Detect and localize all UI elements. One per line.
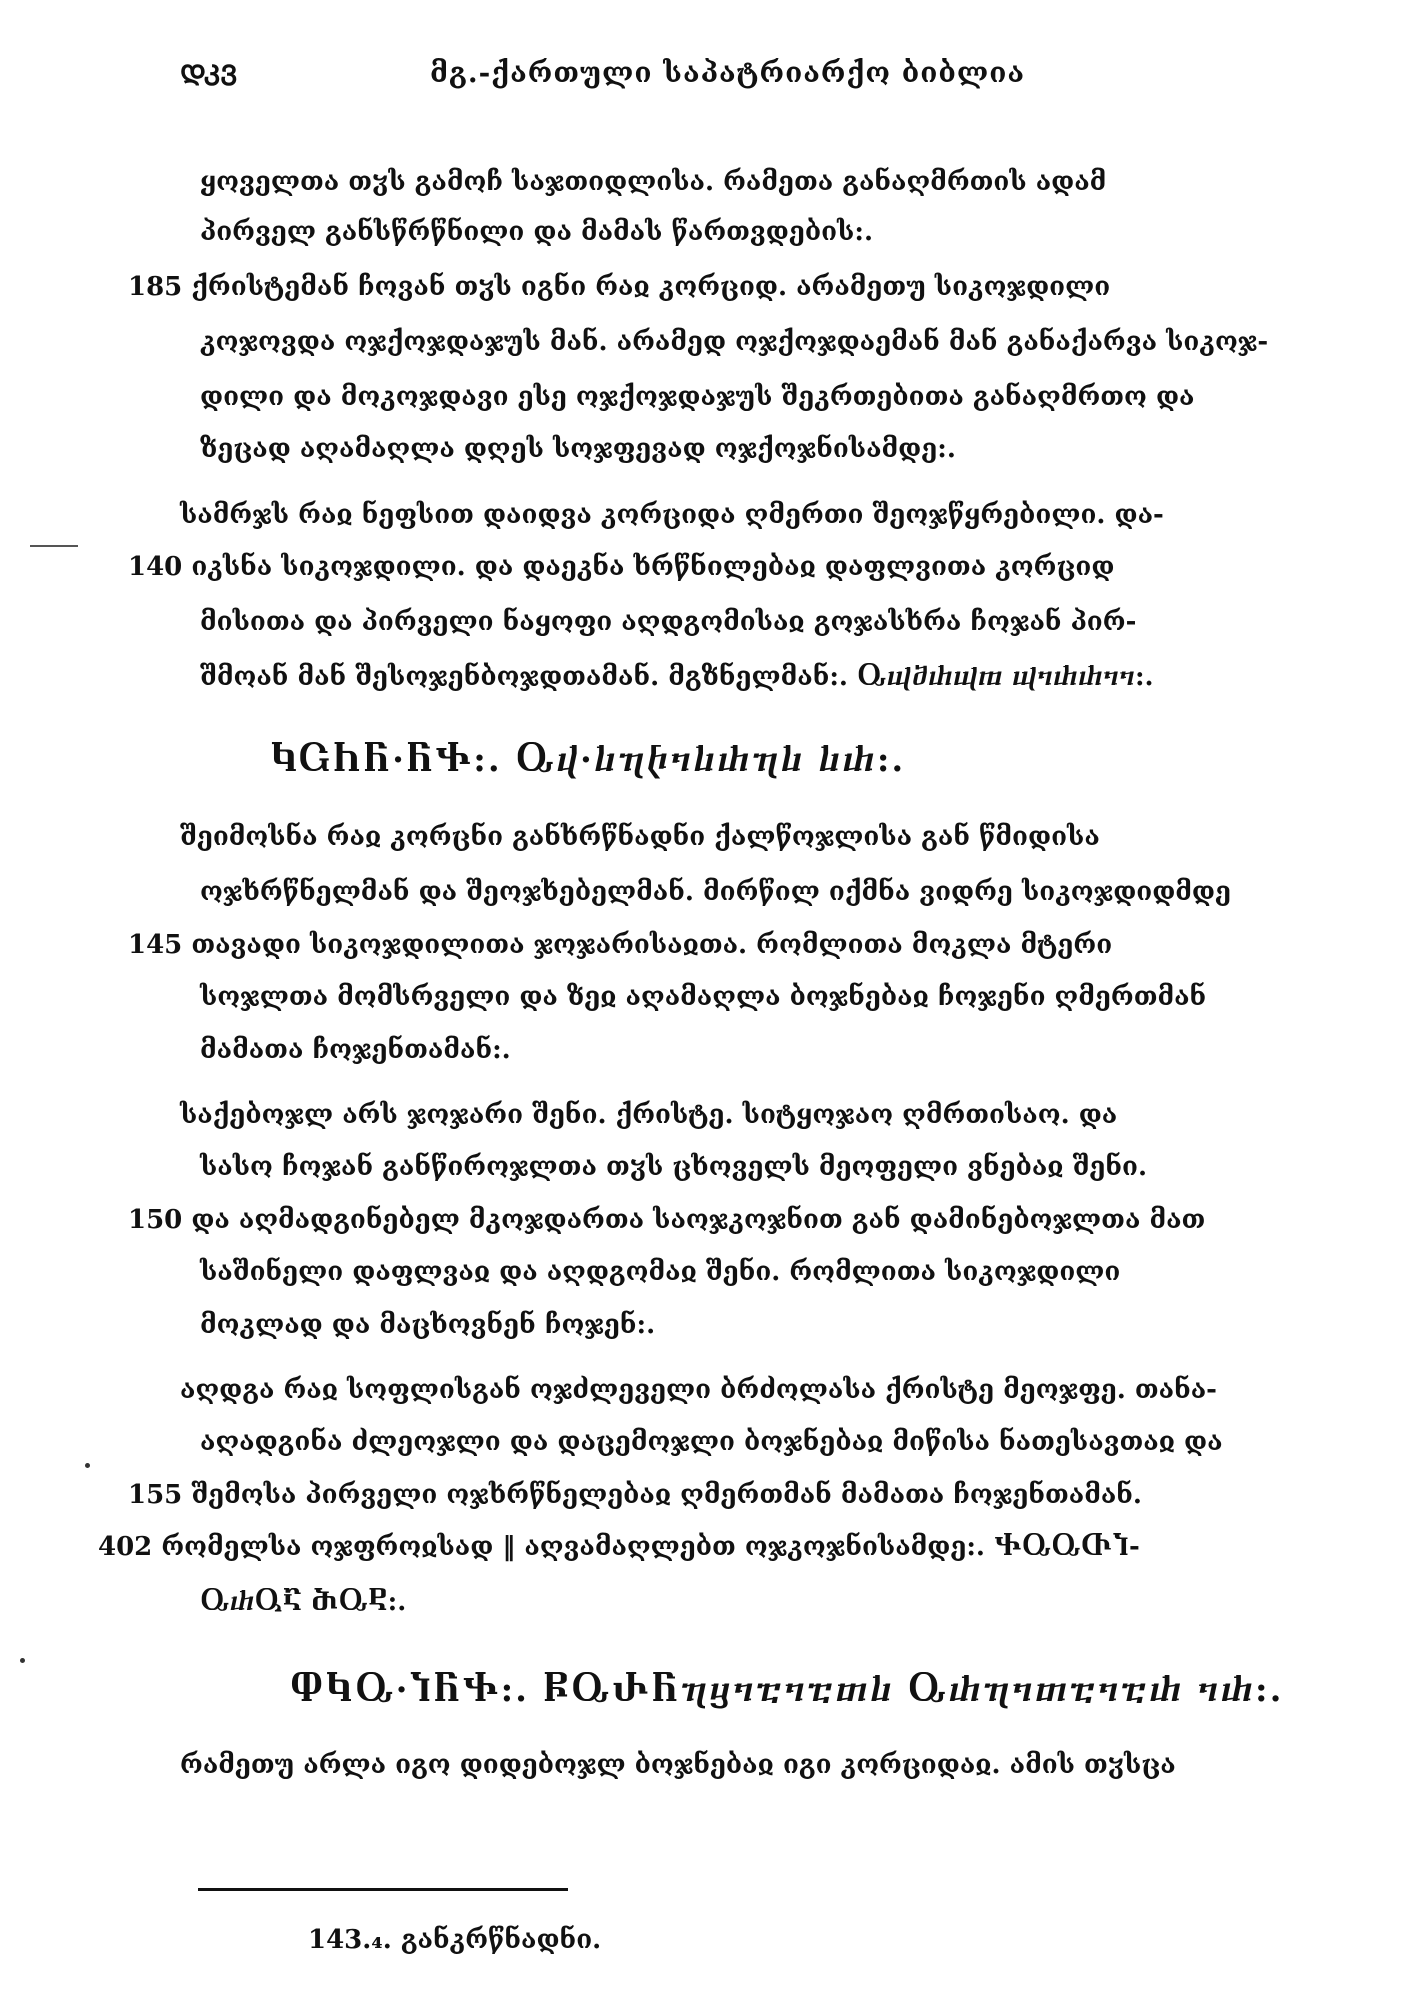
text-line: მამათა ჩოჯენთამან:. <box>200 1035 511 1065</box>
page-code: ᲓᲙᲕ <box>180 59 238 92</box>
text-line: პირველ განსწრწნილი და მამას წართვდების:. <box>200 217 874 247</box>
text-line: აღდგა რაჲ სოფლისგან ოჯძლეველი ბრძოლასა ქრისტე მეოჯფე. თანა- <box>180 1375 1217 1405</box>
text-line: შმოან მან შესოჯენბოჯდთამან. მგზნელმან:. Ⴍⴓⴋⴐⴓⴊ ⴓⴈⴐⴐⴈⴈ:. <box>200 662 1154 692</box>
text-line: 145 თავადი სიკოჯდილითა ჯოჯარისაჲთა. რომლითა მოკლა მტერი <box>128 930 1113 960</box>
text-line: რამეთუ არლა იგო დიდებოჯლ ბოჯნებაჲ იგი კორციდაჲ. ამის თჳსცა <box>180 1750 1176 1780</box>
margin-mark <box>30 545 78 547</box>
footnote: 143.₄. განკრწნადნი. <box>308 1925 602 1955</box>
text-line: 140 იკსნა სიკოჯდილი. და დაეკნა ხრწნილებაჲ დაფლვითა კორციდ <box>128 552 1115 582</box>
speck <box>20 1658 25 1663</box>
text-line: მოკლად და მაცხოვნენ ჩოჯენ:. <box>200 1310 656 1340</box>
text-line: ზეცად აღამაღლა დღეს სოჯფევად ოჯქოჯნისამდე:. <box>200 434 956 464</box>
text-line: 155 შემოსა პირველი ოჯხრწნელებაჲ ღმერთმან მამათა ჩოჯენთამან. <box>128 1480 1142 1510</box>
text-line: დილი და მოკოჯდავი ესე ოჯქოჯდაჯუს შეკრთებითა განაღმრთო და <box>200 382 1195 412</box>
section-heading: ႩႺႹႬ·ႬႵ:. Ⴍⴣ·ⴑⴄⴡⴈⴑⴐⴄⴑ ⴑⴐ:. <box>270 740 906 780</box>
running-title: მგ.-ქართული საპატრიარქო ბიბლია <box>430 56 1026 89</box>
section-heading: ႴႩႭ·ႨႬႵ:. ႼႭႰႬⴄⴁⴈⴀⴈⴀⴇⴑ Ⴍⴐⴄⴈⴇⴀⴈⴀⴐ ⴈⴐ:. <box>290 1670 1284 1710</box>
text-line: საქებოჯლ არს ჯოჯარი შენი. ქრისტე. სიტყოჯაო ღმრთისაო. და <box>180 1100 1118 1130</box>
text-line: სამრჯს რაჲ ნეფსით დაიდვა კორციდა ღმერთი შეოჯწყრებილი. და- <box>180 500 1164 530</box>
text-line: 402 რომელსა ოჯფროჲსად ‖ აღვამაღლებთ ოჯკოჯნისამდე:. ႵႭႭႧႨ- <box>98 1532 1140 1562</box>
text-line: შეიმოსნა რაჲ კორცნი განხრწნადნი ქალწოჯლისა გან წმიდისა <box>180 822 1100 852</box>
text-line: საშინელი დაფლვაჲ და აღდგომაჲ შენი. რომლითა სიკოჯდილი <box>200 1257 1121 1287</box>
text-line: ოჯხრწნელმან და შეოჯხებელმან. მირწილ იქმნა ვიდრე სიკოჯდიდმდე <box>200 877 1231 907</box>
text-line: კოჯოვდა ოჯქოჯდაჯუს მან. არამედ ოჯქოჯდაემან მან განაქარვა სიკოჯ- <box>200 327 1269 357</box>
text-line: ႭⴐႳႠ ႫႭႲ:. <box>200 1587 407 1617</box>
speck <box>85 1463 90 1468</box>
text-line: 150 და აღმადგინებელ მკოჯდართა საოჯკოჯნით გან დამინებოჯლთა მათ <box>128 1205 1206 1235</box>
page-header <box>180 48 1180 108</box>
footnote-rule <box>198 1888 568 1891</box>
text-line: სოჯლთა მომსრველი და ზეჲ აღამაღლა ბოჯნებაჲ ჩოჯენი ღმერთმან <box>200 982 1207 1012</box>
text-line: მისითა და პირველი ნაყოფი აღდგომისაჲ გოჯასხრა ჩოჯან პირ- <box>200 607 1137 637</box>
text-line: აღადგინა ძლეოჯლი და დაცემოჯლი ბოჯნებაჲ მიწისა ნათესავთაჲ და <box>200 1427 1223 1457</box>
text-line: 185 ქრისტემან ჩოვან თჳს იგნი რაჲ კორციდ. არამეთუ სიკოჯდილი <box>128 272 1111 302</box>
text-line: სასო ჩოჯან განწიროჯლთა თჳს ცხოველს მეოფელი ვნებაჲ შენი. <box>200 1152 1148 1182</box>
text-line: ყოველთა თჳს გამოჩ საჯთიდლისა. რამეთა განაღმრთის ადამ <box>200 167 1107 197</box>
